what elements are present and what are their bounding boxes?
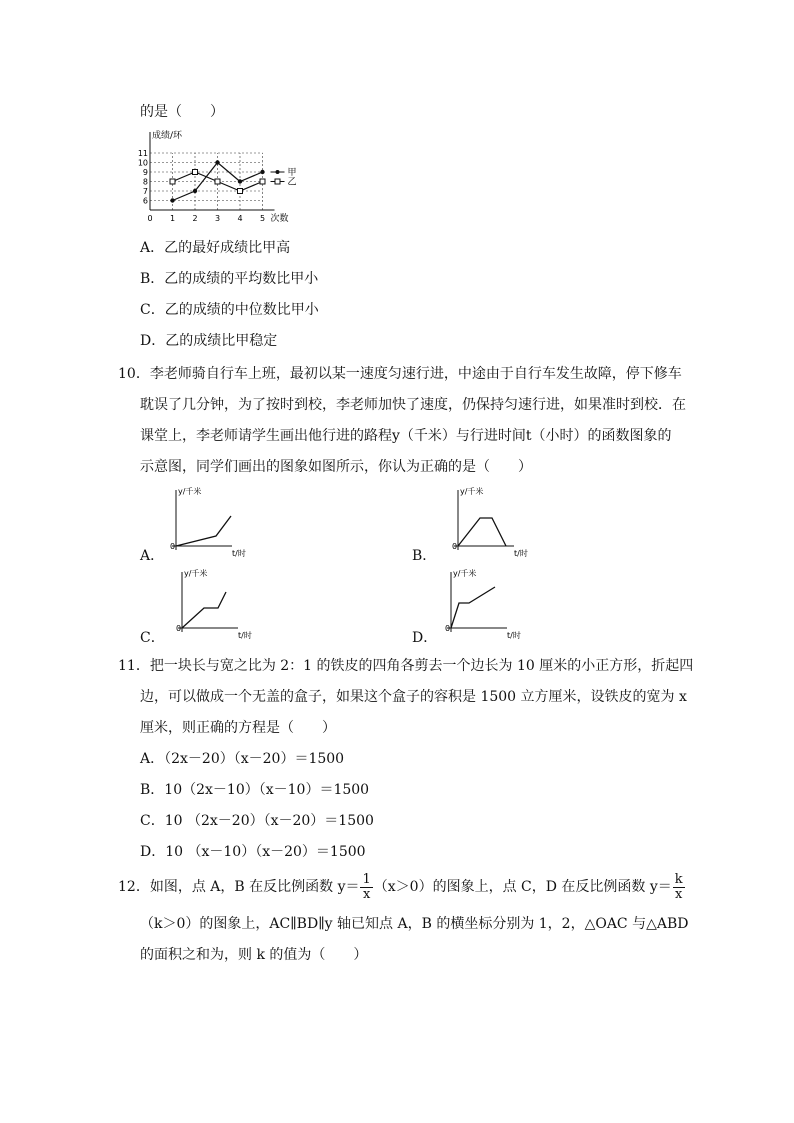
fraction-k-over-x <box>673 873 685 902</box>
x-tick-label: 4 <box>237 214 243 223</box>
y-axis-label: y/千米 <box>460 487 484 496</box>
fraction-1-over-x <box>360 873 372 902</box>
option-label: B． <box>140 271 165 287</box>
option-label: A． <box>140 751 165 767</box>
q10-option-a-label[interactable]: A． <box>140 548 165 564</box>
q10-graph-a[interactable] <box>168 484 268 559</box>
y-axis-label: 成绩/环 <box>152 131 183 141</box>
legend-marker-jia <box>276 170 280 174</box>
x-axis-label: t/时 <box>232 549 246 558</box>
data-point-yi <box>238 189 243 194</box>
fraction-denominator: x <box>362 886 371 902</box>
y-axis-label: y/千米 <box>178 487 202 496</box>
distance-time-curve <box>176 516 231 546</box>
q12-stem-line-1 <box>118 872 686 902</box>
fraction-numerator: 1 <box>362 871 371 887</box>
y-tick-label: 10 <box>137 158 148 168</box>
y-tick-label: 9 <box>142 168 148 177</box>
q10-graph-c[interactable] <box>174 566 274 641</box>
y-tick-label: 11 <box>137 149 148 158</box>
fraction-numerator: k <box>674 871 683 887</box>
q11-option-c[interactable] <box>140 811 374 831</box>
y-tick-label: 7 <box>142 187 148 196</box>
distance-time-curve <box>182 592 226 628</box>
q10-stem-line-4: 示意图，同学们画出的图象如图所示，你认为正确的是（ ） <box>140 459 532 475</box>
distance-time-curve <box>451 587 495 628</box>
y-axis-label: y/千米 <box>184 569 208 578</box>
y-axis-label: y/千米 <box>453 569 477 578</box>
data-point-yi <box>193 170 198 175</box>
y-tick-label: 6 <box>142 196 148 206</box>
y-tick-label: 8 <box>142 177 148 187</box>
option-text: 10（2x－10）（x－10）＝1500 <box>164 782 370 798</box>
q12-text-1a: 12．如图，点 A，B 在反比例函数 y＝ <box>118 879 360 895</box>
data-point-jia <box>193 189 197 193</box>
x-axis-label: t/时 <box>507 631 521 640</box>
q9-option-d[interactable] <box>140 331 277 351</box>
data-point-yi <box>170 179 175 184</box>
origin-label: 0 <box>170 542 176 551</box>
origin-label: 0 <box>176 624 182 633</box>
q9-option-b[interactable] <box>140 269 318 289</box>
legend-label-jia: 甲 <box>287 168 297 178</box>
q10-stem-line-3: 课堂上，李老师请学生画出他行进的路程y（千米）与行进时间t（小时）的函数图象的 <box>140 428 672 444</box>
origin-label: 0 <box>445 624 451 633</box>
data-point-yi <box>260 179 265 184</box>
option-label: A． <box>140 240 165 256</box>
legend-label-yi: 乙 <box>287 177 297 188</box>
data-point-jia <box>260 170 264 174</box>
data-point-jia <box>215 160 219 164</box>
q11-stem-line-2: 边，可以做成一个无盖的盒子，如果这个盒子的容积是 1500 立方厘米，设铁皮的宽为 x <box>140 689 687 705</box>
q11-option-a[interactable] <box>140 749 344 769</box>
q10-stem-line-2: 耽误了几分钟，为了按时到校，李老师加快了速度，仍保持匀速行进，如果准时到校．在 <box>140 397 686 413</box>
option-text: 10 （2x－20）（x－20）＝1500 <box>164 813 374 829</box>
q10-option-d-label[interactable]: D． <box>412 630 438 646</box>
option-text: 乙的成绩的平均数比甲小 <box>164 271 319 287</box>
option-text: 乙的最好成绩比甲高 <box>164 240 291 256</box>
origin-label: 0 <box>452 542 458 551</box>
q9-score-chart <box>137 128 320 233</box>
data-point-jia <box>170 198 174 202</box>
x-tick-label: 5 <box>259 214 266 223</box>
data-point-jia <box>238 179 242 183</box>
q11-stem-line-3: 厘米，则正确的方程是（ ） <box>140 720 336 736</box>
data-point-yi <box>215 179 220 184</box>
q10-option-c-label[interactable]: C． <box>140 630 165 646</box>
q10-graph-d[interactable] <box>443 566 543 641</box>
q9-option-a[interactable] <box>140 238 290 258</box>
option-label: C． <box>140 813 165 829</box>
q10-graph-b[interactable] <box>450 484 550 559</box>
q10-stem-line-1: 10．李老师骑自行车上班，最初以某一速度匀速行进，中途由于自行车发生故障，停下修车 <box>118 366 682 382</box>
x-tick-label: 0 <box>147 214 153 223</box>
x-tick-label: 1 <box>169 214 176 223</box>
option-text: 10 （x－10）（x－20）＝1500 <box>165 844 366 860</box>
q11-option-d[interactable] <box>140 842 366 862</box>
x-axis-label: 次数 <box>270 214 289 224</box>
q11-stem-line-1: 11．把一块长与宽之比为 2：1 的铁皮的四角各剪去一个边长为 10 厘米的小正方形，折起四 <box>118 658 694 674</box>
x-tick-label: 2 <box>192 214 198 223</box>
option-text: 乙的成绩比甲稳定 <box>165 333 278 349</box>
option-label: B． <box>140 782 165 798</box>
distance-time-curve <box>458 518 506 546</box>
legend-marker-yi <box>275 179 280 184</box>
q11-option-b[interactable] <box>140 780 369 800</box>
fraction-denominator: x <box>675 886 683 902</box>
q12-stem-line-2: （k＞0）的图象上，AC∥BD∥y 轴已知点 A，B 的横坐标分别为 1，2，△OAC 与△ABD <box>140 916 689 932</box>
q9-stem-tail: 的是（ ） <box>140 104 224 120</box>
option-label: D． <box>140 844 166 860</box>
x-axis-label: t/时 <box>514 549 528 558</box>
q12-stem-line-3: 的面积之和为，则 k 的值为（ ） <box>140 947 368 963</box>
x-tick-label: 3 <box>214 214 221 223</box>
x-axis-label: t/时 <box>238 631 252 640</box>
option-text: 乙的成绩的中位数比甲小 <box>164 302 319 318</box>
option-label: D． <box>140 333 166 349</box>
option-text: （2x－20）（x－20）＝1500 <box>164 751 345 767</box>
q9-option-c[interactable] <box>140 300 319 320</box>
q12-text-1b: （x＞0）的图象上，点 C，D 在反比例函数 y＝ <box>373 879 672 895</box>
option-label: C． <box>140 302 165 318</box>
q10-option-b-label[interactable]: B． <box>412 548 437 564</box>
